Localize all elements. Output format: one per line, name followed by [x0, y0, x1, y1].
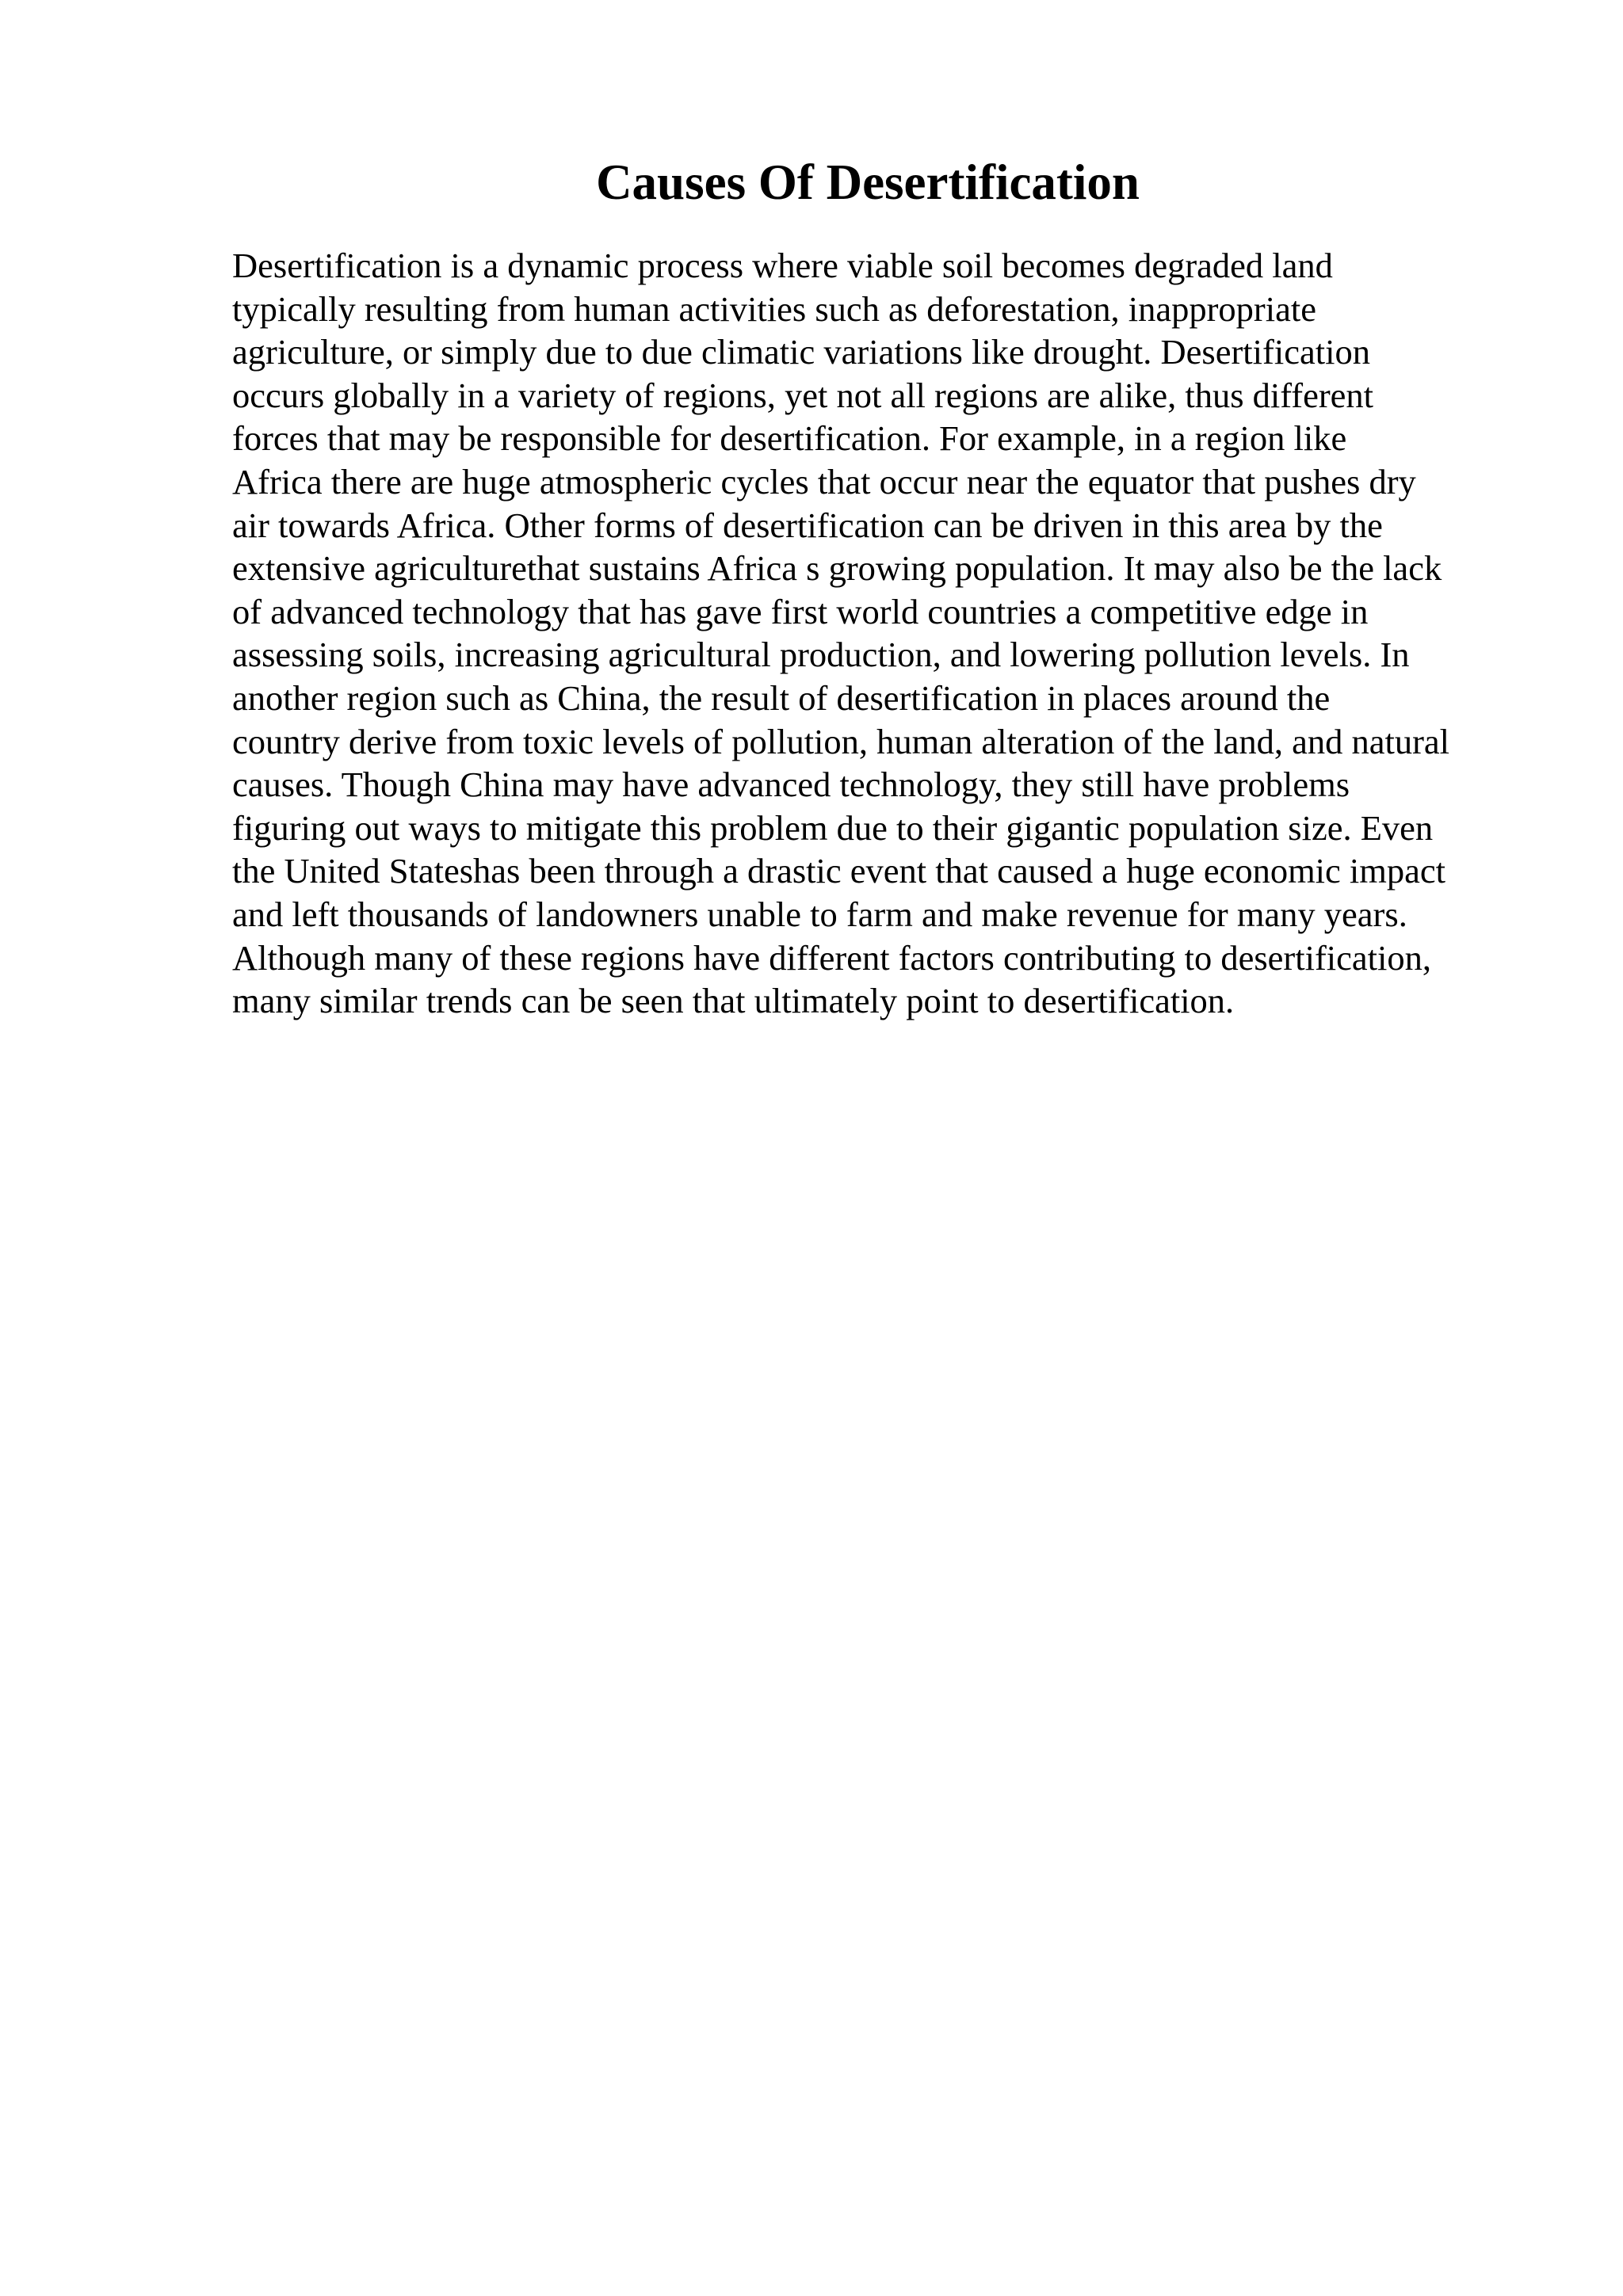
body-line: many similar trends can be seen that ultimately point to desertification. — [232, 981, 1235, 1021]
body-line: typically resulting from human activities such as deforestation, inappropriate — [232, 288, 1316, 329]
document-body — [232, 244, 1595, 1023]
body-line: Africa there are huge atmospheric cycles that occur near the equator that pushes dry — [232, 461, 1416, 502]
body-line: causes. Though China may have advanced technology, they still have problems — [232, 765, 1350, 805]
body-line: of advanced technology that has gave first world countries a competitive edge in — [232, 591, 1369, 631]
body-line: and left thousands of landowners unable to farm and make revenue for many years. — [232, 894, 1407, 934]
body-line: occurs globally in a variety of regions, yet not all regions are alike, thus different — [232, 375, 1374, 415]
body-line: figuring out ways to mitigate this problem due to their gigantic population size. Even — [232, 807, 1434, 848]
body-line: Desertification is a dynamic process where viable soil becomes degraded land — [232, 246, 1333, 285]
body-line: air towards Africa. Other forms of desertification can be driven in this area by the — [232, 505, 1383, 545]
body-line: agriculture, or simply due to due climatic variations like drought. Desertification — [232, 332, 1370, 372]
body-line: forces that may be responsible for desertification. For example, in a region like — [232, 418, 1347, 459]
body-line: country derive from toxic levels of pollution, human alteration of the land, and natural — [232, 721, 1450, 761]
body-line: Although many of these regions have different factors contributing to desertification, — [232, 937, 1431, 978]
body-line: assessing soils, increasing agricultural production, and lowering pollution levels. In — [232, 635, 1410, 675]
body-line: another region such as China, the result of desertification in places around the — [232, 677, 1331, 718]
body-line: the United Stateshas been through a drastic event that caused a huge economic impact — [232, 851, 1446, 891]
document-title: Causes Of Desertification — [596, 154, 1140, 210]
body-line: extensive agriculturethat sustains Africa s growing population. It may also be the lack — [232, 548, 1442, 589]
